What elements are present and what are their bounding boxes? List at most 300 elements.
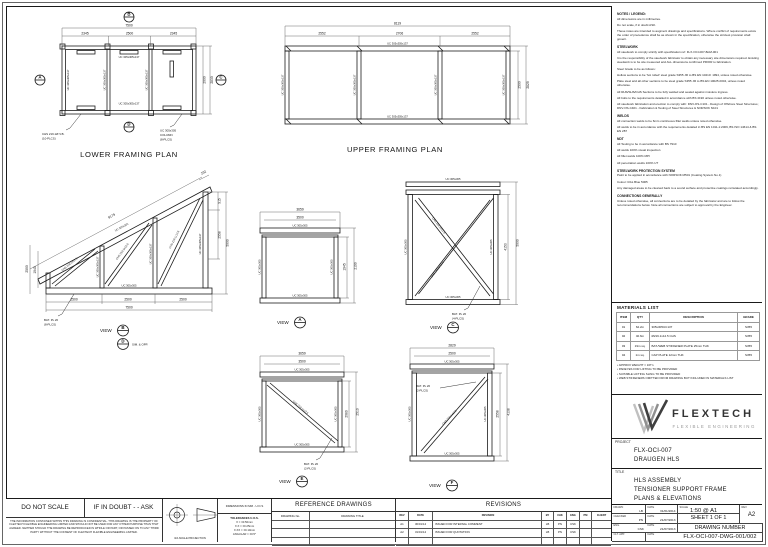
member-label: CHS 219.1x12.5	[115, 242, 130, 261]
notes-paragraph: Paint to be applied in accordance with NORSOK M501 (Coating System No.1)	[617, 173, 722, 178]
view-b-marker	[100, 325, 148, 350]
view-a-marker	[277, 317, 306, 328]
drawn-label: DRAWN	[613, 505, 624, 509]
notes-paragraph: All steelwork to comply strictly with specification ref: FLX-OCI-007-BoM-001	[617, 49, 718, 54]
leader-note: (10-PLCS)	[42, 136, 56, 141]
member-label: UC 305x305x137	[353, 74, 357, 96]
dim-label: 4153	[503, 243, 508, 251]
revision-cell	[580, 529, 592, 536]
scale-value: 1:50 @ A1	[690, 507, 718, 514]
dim-label: 2000	[202, 76, 207, 84]
dim-label: 2552	[471, 31, 479, 36]
dim-label: 3659	[296, 207, 304, 212]
date-label: DATE	[647, 524, 655, 527]
revision-cell: ISSUED FOR QUOTATION	[433, 529, 542, 536]
revision-cell: 30/01/14	[409, 521, 433, 528]
checked-date-cell	[646, 514, 678, 523]
dim-label: 7500	[125, 305, 133, 310]
rev-cell	[740, 505, 763, 524]
member-label: UC 305x305	[484, 406, 487, 422]
lower-framing-plan-drawing	[24, 6, 229, 164]
tolerances-title: TOLERANCES U.O.S.	[230, 515, 259, 520]
view-b-elevation-drawing	[16, 166, 234, 354]
member-label: UC 305x305	[121, 284, 137, 288]
projection-box	[163, 499, 218, 542]
materials-row	[617, 332, 760, 342]
drawing-title-box	[612, 468, 762, 504]
notes-paragraph: Plate steel and all other sections to be steel grade S355 JR to BS EN 10025:2004, unless noted otherwise.	[617, 79, 745, 88]
materials-footnotes	[617, 363, 757, 381]
materials-footnote: • APPROX WEIGHT = 16Tn	[617, 363, 757, 367]
notes-heading: WELDS	[617, 114, 629, 119]
view-c-marker	[430, 322, 459, 333]
lower-plan-notes	[42, 114, 182, 142]
dim-label: 2500	[124, 297, 132, 302]
member-label: UC 305x305	[444, 452, 460, 456]
notes-paragraph: All dimensions are in millimetres.	[617, 16, 661, 21]
view-word: VIEW	[277, 320, 289, 325]
view-c-dimensions	[498, 182, 520, 305]
materials-list	[612, 302, 762, 394]
dim-label: 2500	[448, 351, 456, 356]
notes-paragraph: Steel Grade to be as follows:	[617, 66, 656, 71]
member-label: UC 305x305	[292, 224, 308, 228]
drawing-number-value: FLX-OCI-007-DWG-001/002	[678, 533, 763, 542]
leader-note: BAT. PL 20	[452, 312, 467, 316]
member-label: CHS 219.1x12.5	[168, 230, 181, 250]
revisions-title: REVISIONS	[396, 499, 611, 512]
revision-cell: A2	[396, 529, 409, 536]
view-b-member-labels	[60, 222, 202, 288]
notes-paragraph: All welds to be in accordance with the requirements detailed in BS EN 1011-1:2009, BS ISO 14614 & BS EN 287	[617, 125, 757, 134]
dim-label: 2500	[70, 297, 78, 302]
member-label: UC 305x305	[445, 178, 461, 181]
member-label: UC 305x305x137	[145, 69, 149, 91]
revision-cell	[592, 521, 611, 528]
revision-cell	[592, 529, 611, 536]
title-block-panel	[611, 6, 762, 541]
project-code: FLX-OCI-007	[634, 447, 672, 454]
bottom-bar	[6, 498, 611, 541]
signature-block	[612, 504, 762, 541]
view-marker-letter: B	[121, 325, 125, 331]
member-label: UC 305x305	[404, 239, 408, 255]
revision-row	[396, 521, 611, 529]
notes-heading: CONNECTIONS GENERALLY	[617, 194, 663, 199]
client-approval-cell	[612, 533, 646, 542]
dimensions-in-mm-label: DIMENSIONS IN MM - U.O.S	[218, 499, 271, 514]
view-marker-letter: F	[450, 480, 454, 486]
revisions-table	[396, 499, 611, 542]
view-marker-letter: B	[127, 11, 131, 17]
leader-note: BAT. PL 20	[304, 462, 319, 466]
dim-label: 2558	[217, 231, 222, 239]
notes-paragraph: All bolts to the requirements detailed in accordance with BS 4190 unless noted otherwise.	[617, 95, 737, 100]
leader-note: BAT. PL 20	[44, 318, 59, 322]
dim-label: 915	[217, 198, 222, 204]
materials-cell: 305x305UC137	[650, 322, 738, 332]
view-marker-bottom	[124, 122, 134, 132]
view-f-member-labels	[408, 360, 487, 456]
dim-label: 2500	[517, 81, 522, 89]
member-label: UC 305x305	[294, 443, 310, 447]
notes-paragraph: All welds 100% visual inspection	[617, 148, 661, 153]
member-label: UC 305x305x137	[67, 69, 70, 91]
member-label: UC 305x305x137	[281, 74, 285, 96]
dim-label: 2558	[495, 410, 500, 418]
reference-empty-row	[272, 521, 395, 529]
revision-cell: PN	[554, 521, 567, 528]
revisions-col-header: ENG	[567, 512, 580, 520]
dim-label: 1945	[33, 266, 37, 274]
member-label: CHS 219.1x12.5	[430, 260, 445, 279]
leader-note: CHS 219.1Ø V.B.	[42, 132, 65, 136]
member-label: UC 305x305	[330, 259, 334, 275]
flextech-logo-icon	[612, 395, 763, 438]
materials-cell: 03	[617, 341, 631, 351]
member-label: UC 305x305	[292, 294, 308, 298]
leader-note: (2-PLCS)	[416, 388, 429, 393]
view-word: VIEW	[100, 328, 112, 333]
view-e-dimensions	[260, 352, 360, 453]
title-label: TITLE	[615, 470, 625, 474]
materials-cell: 01	[617, 322, 631, 332]
projection-caption: 3rd ANGLE PROJECTION	[174, 537, 206, 540]
dim-label: 3659	[298, 351, 306, 356]
scale-label: SCALE	[679, 505, 689, 509]
member-label: UC 305x305x137	[103, 69, 107, 91]
leader-note: UC 305x305	[160, 128, 177, 133]
materials-cell: 19m sq.	[631, 341, 650, 351]
dim-label: 2519	[355, 408, 360, 416]
materials-header-row	[617, 313, 760, 323]
upper-plan-member-labels	[281, 42, 506, 119]
revision-row	[396, 529, 611, 537]
tolerance-line: X.XX = ±0.10mm	[233, 527, 256, 532]
revisions-col-header: CHK	[554, 512, 567, 520]
dim-label: 2089	[344, 410, 349, 418]
dim-label: 7500	[125, 23, 133, 28]
title-line: PLANS & ELEVATIONS	[634, 496, 702, 503]
tolerances-box	[218, 499, 272, 542]
eng-initials: CSK	[637, 527, 644, 532]
leader-note: (8-PLCS)	[44, 322, 57, 327]
dim-label: 2706	[395, 31, 404, 36]
date-label: DATE	[647, 514, 655, 518]
materials-cell: S355	[738, 322, 760, 332]
rev-label: REV	[741, 505, 747, 509]
dim-label: 2590	[25, 265, 29, 273]
materials-footnote: • SUITABLE LIFTING SLING TO BE PROVIDED	[617, 372, 757, 376]
view-f-dimensions	[410, 344, 511, 462]
member-label: UC 305x305x137	[199, 233, 203, 255]
project-name: DRAUGEN HLS	[634, 456, 680, 463]
member-label: CHS 219.1x12.5	[441, 409, 458, 426]
view-c-elevation-drawing	[388, 166, 540, 334]
dim-label: 2345	[169, 31, 178, 36]
do-not-scale-box: DO NOT SCALE	[6, 499, 85, 518]
materials-header: ITEM	[617, 313, 631, 323]
materials-footnote: • WEB STIFFENERS OMITTED FROM DRAWING BUT INCLUDED IN MATERIALS LIST	[617, 376, 757, 380]
view-marker-letter: C	[451, 322, 455, 328]
drawing-title: LOWER FRAMING PLAN	[80, 150, 178, 159]
reference-drawings-header	[272, 512, 395, 521]
notes-heading: STEELWORK	[617, 45, 638, 50]
eng-cell	[612, 524, 646, 533]
eng-date-cell	[646, 524, 678, 533]
date-label: DATE	[647, 533, 655, 537]
materials-header: DESCRIPTION	[650, 313, 738, 323]
lower-plan-dimensions	[62, 24, 214, 115]
notes-paragraph: All fillet welds 100% MPI	[617, 154, 650, 159]
materials-cell: BAT./WEB STIFFENER PLATE 25mm THK	[650, 341, 738, 351]
member-label: CHS 219.1x12.5	[431, 216, 446, 235]
revision-cell: 31/01/14	[409, 529, 433, 536]
reference-col-header: DRAWING No.	[272, 512, 310, 520]
dim-label: 1945	[342, 263, 347, 271]
materials-footnote: • PADEYES FOR LIFTING TO BE PROVIDED	[617, 367, 757, 371]
dim-label: 232	[200, 169, 207, 176]
revision-cell: ISSUED FOR INTERNAL COMMENT	[433, 521, 542, 528]
view-a-elevation-drawing	[248, 196, 360, 336]
revisions-col-header: PM	[580, 512, 592, 520]
checked-label: CHECKED	[613, 514, 627, 518]
leader-note: COLUMN	[160, 133, 173, 137]
notes-paragraph: Any damaged areas to be cleaned back to a sound surface and protective coatings reinstated accordingly.	[617, 186, 759, 191]
member-label: UC 305x305	[445, 296, 461, 299]
revision-cell	[580, 521, 592, 528]
notes-paragraph: All RHS/SHS/CHS Sections to be fully welded and sealed against moisture ingress.	[617, 89, 729, 94]
logo-tagline: FLEXIBLE ENGINEERING	[672, 424, 756, 429]
notes-paragraph: Colour: RAL Blue 5005	[617, 179, 648, 184]
drawing-title: UPPER FRAMING PLAN	[346, 145, 444, 154]
notes-paragraph: Do not scale, if in doubt ASK.	[617, 22, 657, 27]
leader-note: BAT. PL 20	[416, 384, 431, 388]
view-marker-right	[216, 75, 226, 85]
revisions-header-row	[396, 512, 611, 521]
dim-label: 2500	[179, 297, 187, 302]
eng-label: ENG.	[613, 524, 620, 527]
upper-framing-plan-drawing	[240, 6, 540, 158]
view-marker-letter: E	[300, 476, 304, 482]
dim-label: 2552	[318, 31, 326, 36]
dim-label: 2829	[448, 343, 456, 348]
member-label: UC 305x305x137	[118, 56, 140, 59]
view-marker-letter: A	[38, 74, 42, 80]
checked-cell	[612, 514, 646, 523]
scale-cell	[678, 505, 740, 514]
project-label: PROJECT	[615, 440, 631, 444]
dim-label: 2500	[125, 31, 134, 36]
revision-cell: LB	[542, 521, 554, 528]
checked-initials: PN	[638, 518, 643, 522]
revision-empty-row	[396, 538, 611, 546]
drawing-number-label: DRAWING NUMBER	[678, 524, 763, 533]
member-label: UC 305x305	[294, 368, 310, 372]
dim-label: 8119	[393, 21, 402, 26]
revisions-col-header: BY	[542, 512, 554, 520]
checked-date: 21/07/2013	[660, 518, 676, 522]
reference-drawings-title: REFERENCE DRAWINGS	[272, 499, 395, 512]
notes-paragraph: Unless noted otherwise, all connections are to be detailed by the fabricator and are to follow the recommendations below. Note all connections are subject to approval by the Engineer.	[617, 198, 745, 207]
notes-paragraph: All penetration welds 100% UT	[617, 160, 659, 165]
materials-table	[616, 312, 760, 361]
view-b-geometry	[38, 187, 212, 294]
leader-note: (8-PLCS)	[160, 137, 173, 142]
view-a-geometry	[260, 228, 340, 303]
revision-cell: PN	[554, 529, 567, 536]
view-f-elevation-drawing	[390, 336, 524, 494]
notes-paragraph: These notes are intended to augment drawings and specifications. Where conflict of requirements exists the order of precedence shall be as shown in the specification, otherwise the strictest provision shall govern.	[617, 29, 756, 42]
materials-cell: 04	[617, 351, 631, 361]
materials-cell: 62.2m	[631, 322, 650, 332]
title-line: HLS ASSEMBLY	[634, 477, 682, 484]
reference-empty-row	[272, 538, 395, 546]
revision-cell: LB	[542, 529, 554, 536]
revisions-col-header: REV	[396, 512, 409, 520]
revisions-col-header: CLIENT	[596, 514, 607, 517]
view-f-notes	[416, 382, 476, 393]
member-label: UC 305x305x137	[434, 74, 438, 96]
member-label: UC 305x305x137	[387, 42, 408, 46]
project-box	[612, 438, 762, 468]
member-label: UC 305x305	[408, 406, 412, 422]
tolerance-line: X = ±0.50mm	[236, 519, 253, 524]
tolerance-line: X.X = ±0.25mm	[234, 523, 255, 528]
view-marker-letter: D	[127, 121, 131, 127]
view-c-notes	[452, 286, 480, 321]
member-label: UC 305x305	[444, 360, 460, 364]
materials-cell: 1m sq.	[631, 351, 650, 361]
date-label: DATE	[647, 505, 655, 509]
title-line: TENSIONER SUPPORT FRAME	[634, 486, 727, 493]
view-a-dimensions	[260, 208, 358, 304]
upper-plan-geometry	[285, 46, 510, 124]
materials-list-title: MATERIALS LIST	[617, 305, 659, 310]
member-label: UC 305x305	[334, 406, 338, 422]
view-marker-top	[124, 12, 134, 22]
dim-label: 3500	[298, 359, 306, 364]
materials-cell: 02	[617, 332, 631, 342]
dim-label: 4138	[506, 408, 511, 416]
drawn-initials: LB	[639, 508, 643, 513]
member-label: UC 305x305x137	[96, 256, 100, 278]
sim-opp-note: SIM. & OPP.	[132, 342, 149, 347]
notes-heading: NDT	[617, 137, 624, 142]
dim-label: 5009	[225, 239, 230, 247]
view-e-elevation-drawing	[246, 342, 364, 490]
revisions-col-header: DATE	[409, 512, 433, 520]
notes-paragraph: It is the responsibility of the steelwork fabricator to obtain any necessary site dimensions required. Existing steelwork is to be site measured and ALL dimensions confirmed PRIOR to fabrication.	[617, 56, 759, 65]
revision-cell: CSK	[567, 529, 580, 536]
drawn-cell	[612, 505, 646, 514]
drawn-date-cell	[646, 505, 678, 514]
view-marker-letter: D	[121, 338, 125, 344]
materials-cell: S355	[738, 332, 760, 342]
member-label: CHS 219.1x12.5	[291, 400, 309, 416]
company-logo	[612, 394, 762, 438]
dim-label: 3500	[296, 215, 304, 220]
member-label: UC 305x305x137	[149, 243, 153, 265]
dim-label: 2345	[81, 31, 89, 36]
third-angle-projection-icon	[163, 499, 218, 533]
member-label: UC 305x305x137	[387, 115, 408, 119]
materials-cell: Ø219.1x12.5 CHS	[650, 332, 738, 342]
revision-cell: A1	[396, 521, 409, 528]
materials-cell: S355	[738, 341, 760, 351]
materials-cell: S355	[738, 351, 760, 361]
view-word: VIEW	[429, 483, 441, 488]
materials-row	[617, 322, 760, 332]
member-label: UC 305x305x137	[118, 102, 140, 106]
dim-label: 2199	[353, 262, 358, 270]
leader-note: (4-PLCS)	[452, 316, 465, 321]
logo-name: FLEXTECH	[672, 408, 755, 420]
view-marker-letter: A	[298, 317, 302, 323]
dim-label: 5009	[515, 239, 520, 247]
reference-drawings-table	[272, 499, 396, 542]
drawn-date: 31/01/2014	[660, 508, 676, 513]
member-label: UC 305x305x137	[502, 74, 506, 96]
notes-heading: STEELWORK PROTECTION SYSTEM	[617, 168, 675, 173]
materials-header: QTY	[631, 313, 650, 323]
revisions-col-header: REVISION	[433, 512, 542, 520]
view-word: VIEW	[430, 325, 442, 330]
view-f-marker	[429, 480, 458, 491]
dim-label: 9179	[107, 212, 116, 220]
upper-plan-dimensions	[285, 22, 530, 125]
client-approval-date-cell	[646, 533, 678, 542]
member-label: UC 305x305	[258, 259, 262, 275]
member-label: UC 305x305	[258, 406, 262, 422]
dim-label: 2830	[210, 76, 214, 84]
dim-label: 2829	[526, 81, 530, 89]
materials-cell: 40.6m	[631, 332, 650, 342]
view-marker-letter: C	[219, 74, 223, 80]
materials-row	[617, 351, 760, 361]
member-label: CHS 219.1x12.5	[61, 257, 79, 272]
materials-row	[617, 341, 760, 351]
view-e-geometry	[260, 372, 344, 452]
leader-note: (2-PLCS)	[304, 466, 317, 471]
notes-legend-column	[617, 9, 759, 299]
notes-paragraph: All steelwork fabrication and erection to comply with: DNV-OS-C101 - Design of Offshore Steel Structures; DNV-OS-C401 - Fabrication & Testing of Steel Structures & NORSOK N101	[617, 102, 759, 111]
sheet-cell: SHEET 1 OF 1	[678, 514, 740, 523]
revision-cell: CSK	[567, 521, 580, 528]
view-c-member-labels	[404, 177, 493, 299]
eng-date: 21/07/2013	[660, 527, 676, 532]
client-approval-label: CLT. APP.	[613, 533, 625, 537]
notes-paragraph: All connection welds to be 6mm continuous fillet welds unless noted otherwise.	[617, 118, 723, 123]
materials-header: GRADE	[738, 313, 760, 323]
notes-paragraph: Hollow sections to be 'hot rolled' steel grade S355 JR to BS EN 10210: 1994, unless noted otherwise.	[617, 72, 753, 77]
view-c-geometry	[406, 182, 500, 305]
notes-paragraph: All Testing to be in accordance with BS 7910	[617, 141, 677, 146]
confidentiality-disclaimer: THE INFORMATION CONTAINED WITHIN THIS DRAWING IS CONFIDENTIAL. THIS DRAWING IS THE PROPERTY OF FLEXTECH FLEXIBLE ENGINEERING LIMITED AND SHOULD NOT BE USED FOR ANY OTHER PURPOSE THAN THAT AGREED. NEITHER SHOULD THE DRAWING BE REPRODUCED IN WHOLE OR PART, OR PASSED ON TO ANY THIRD PARTY WITHOUT THE CONSENT OF FLEXTECH FLEXIBLE ENGINEERING LIMITED.	[6, 518, 163, 542]
view-e-marker	[279, 476, 308, 487]
view-marker-left	[35, 75, 45, 85]
reference-empty-row	[272, 529, 395, 537]
materials-cell: CAP PLATE 12mm THK	[650, 351, 738, 361]
reference-col-header: DRAWING TITLE	[341, 514, 364, 518]
member-label: UC 305x305	[490, 239, 493, 255]
tolerance-line: ANGULAR = ±0.5°	[232, 531, 257, 536]
rev-value: A2	[747, 511, 756, 518]
if-in-doubt-box: IF IN DOUBT - - ASK	[85, 499, 163, 518]
notes-heading: NOTES / LEGEND:	[617, 12, 646, 16]
member-label: UC 305x305	[114, 222, 130, 233]
view-word: VIEW	[279, 479, 291, 484]
